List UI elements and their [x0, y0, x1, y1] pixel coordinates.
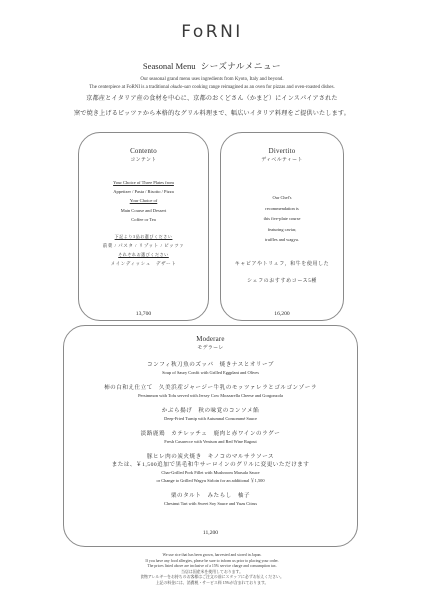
- course-item: [64, 407, 357, 423]
- contento-en-description: [79, 178, 208, 224]
- intro-en-line-2-post: cooking range reimagined as an oven for pizzas and oven-roasted dishes.: [190, 84, 335, 90]
- course-item-en: Char-Grilled Pork Fillet with Mushroom Marsala Sauce: [161, 470, 260, 475]
- menu-heading-en: Seasonal Menu: [142, 61, 196, 71]
- description-line: Our Chef's: [272, 195, 292, 200]
- coffee-tea: Coffee or Tea: [131, 216, 156, 222]
- brand-logo: FoRNI: [181, 22, 243, 42]
- course-subtitle: ディベルティート: [261, 158, 303, 163]
- description-line: recommendation is: [265, 205, 299, 211]
- footer-notes: [0, 553, 424, 586]
- intro-ja-line-1: 京都産とイタリア産の食材を中心に、京都のおくどさん（かまど）にインスパイアされた: [86, 96, 338, 103]
- course-item-ja: 豚ヒレ肉の炭火焼き キノコのマルサラソース: [146, 454, 275, 460]
- footer-line: The prices listed above are inclusive of a 15% service charge and consumption tax.: [147, 564, 277, 568]
- course-item-en: Soup of Saury Confit with Grilled Eggplant and Olives: [162, 370, 259, 375]
- intro-en-line-2: [0, 84, 424, 92]
- divertito-ja-description: [221, 256, 343, 290]
- course-item: [64, 384, 357, 400]
- footer-line: 上記の料金には、消費税・サービス料 15%が含まれております。: [155, 580, 269, 585]
- intro: [0, 76, 424, 120]
- course-item-main: [64, 453, 357, 485]
- course-card-contento: [78, 132, 209, 321]
- contento-ja-description: [79, 232, 208, 268]
- course-subtitle: モデラーレ: [197, 346, 224, 351]
- course-upgrade-ja: または、￥1,500追加で黒毛和牛サーロインのグリルに変更いただけます: [111, 462, 310, 468]
- course-subtitle: コンテント: [130, 158, 157, 163]
- plates-options: Appetizer / Pasta / Risotto / Pizza: [113, 189, 174, 195]
- course-item-en: Persimmon with Tofu served with Jersey Cow Mozzarella Cheese and Gorgonzola: [138, 393, 283, 398]
- course-price: 11,200: [202, 530, 219, 536]
- footer-line: We use rice that has been grown, harvested and stored in Japan.: [162, 553, 262, 557]
- ja-choose-three: 下記より3品お選びください: [114, 234, 173, 240]
- course-item-en: Fresh Casarecce with Venison and Red Wine Ragout: [164, 439, 257, 444]
- menu-heading: [0, 60, 424, 72]
- course-price: 13,700: [135, 311, 152, 317]
- footer-line: If you have any food allergies, please be sure to inform us prior to placing your order.: [145, 558, 279, 563]
- choice-one-label: Your Choice of: [129, 198, 158, 204]
- course-item: [64, 361, 357, 377]
- intro-en-line-2-pre: The centerpiece at FoRNI is a traditional: [89, 84, 171, 90]
- course-item-ja: 淡路鹿鶏 カテレッチェ 鹿肉と赤ワインのラグー: [140, 431, 281, 437]
- moderare-course-list: [64, 361, 357, 508]
- ja-main-dessert: メインディッシュ デザート: [110, 261, 177, 267]
- description-line-ja: キャビアやトリュフ，和牛を使用した: [234, 261, 330, 267]
- course-item-en: Deep-Fried Turnip with Autumnal Consommé Sauce: [164, 416, 257, 421]
- menu-heading-ja: シーズナルメニュー: [200, 61, 282, 71]
- description-line: featuring caviar,: [267, 226, 297, 232]
- description-line-ja: シェフのおすすめコース5種: [246, 278, 317, 284]
- description-line: this five-plate course: [263, 216, 301, 222]
- choice-three-label: Your Choice of Three Plates from: [113, 180, 174, 185]
- divertito-en-description: [221, 193, 343, 246]
- course-item-en: Chestnut Tart with Sweet Soy Sauce and Yuzu Citrus: [163, 501, 258, 506]
- course-title: Moderare: [196, 336, 225, 343]
- ja-choose-one: それぞれお選びください: [118, 252, 169, 258]
- course-title: Divertito: [268, 148, 296, 155]
- ja-plates-options: 前菜 / パスタ / リゾット / ピッツァ: [102, 243, 185, 249]
- course-item-ja: かぶら揚げ 秋の味覚のコンソメ餡: [161, 408, 260, 414]
- intro-ja-line-2: 窯で焼き上げるピッツァから本格的なグリル料理まで、幅広いイタリア料理をご提供いたします。: [73, 110, 350, 117]
- course-item-ja: 柿の白和え仕立て 久美浜産ジャージー牛乳のモッツァレラとゴルゴンゾーラ: [104, 385, 317, 391]
- footer-line: 当店は国産米を使用しております。: [181, 569, 243, 574]
- intro-en-line-2-em: okudo-san: [170, 84, 191, 90]
- course-item-ja: 栗のタルト みたらし 柚子: [170, 493, 251, 499]
- course-item-dessert: [64, 492, 357, 508]
- course-title: Contento: [130, 148, 157, 155]
- main-dessert: Main Course and Dessert: [120, 207, 167, 213]
- course-item-ja: コンフィ秋刀魚のズッパ 焼きナスとオリーブ: [147, 362, 274, 368]
- footer-line: 食物アレルギーをお持ちのお客様はご注文の前にスタッフに必ずお伝えください。: [140, 575, 284, 579]
- course-card-moderare: [63, 325, 358, 547]
- course-item: [64, 430, 357, 446]
- course-upgrade-en: or Change to Grilled Wagyu Sirloin for an additional ￥1,500: [156, 478, 265, 483]
- intro-en-line-1: Our seasonal grand menu uses ingredients from Kyoto, Italy and beyond.: [140, 77, 284, 82]
- course-price: 16,200: [274, 311, 290, 317]
- description-line: truffles and wagyu.: [265, 237, 299, 243]
- course-card-divertito: [220, 132, 344, 321]
